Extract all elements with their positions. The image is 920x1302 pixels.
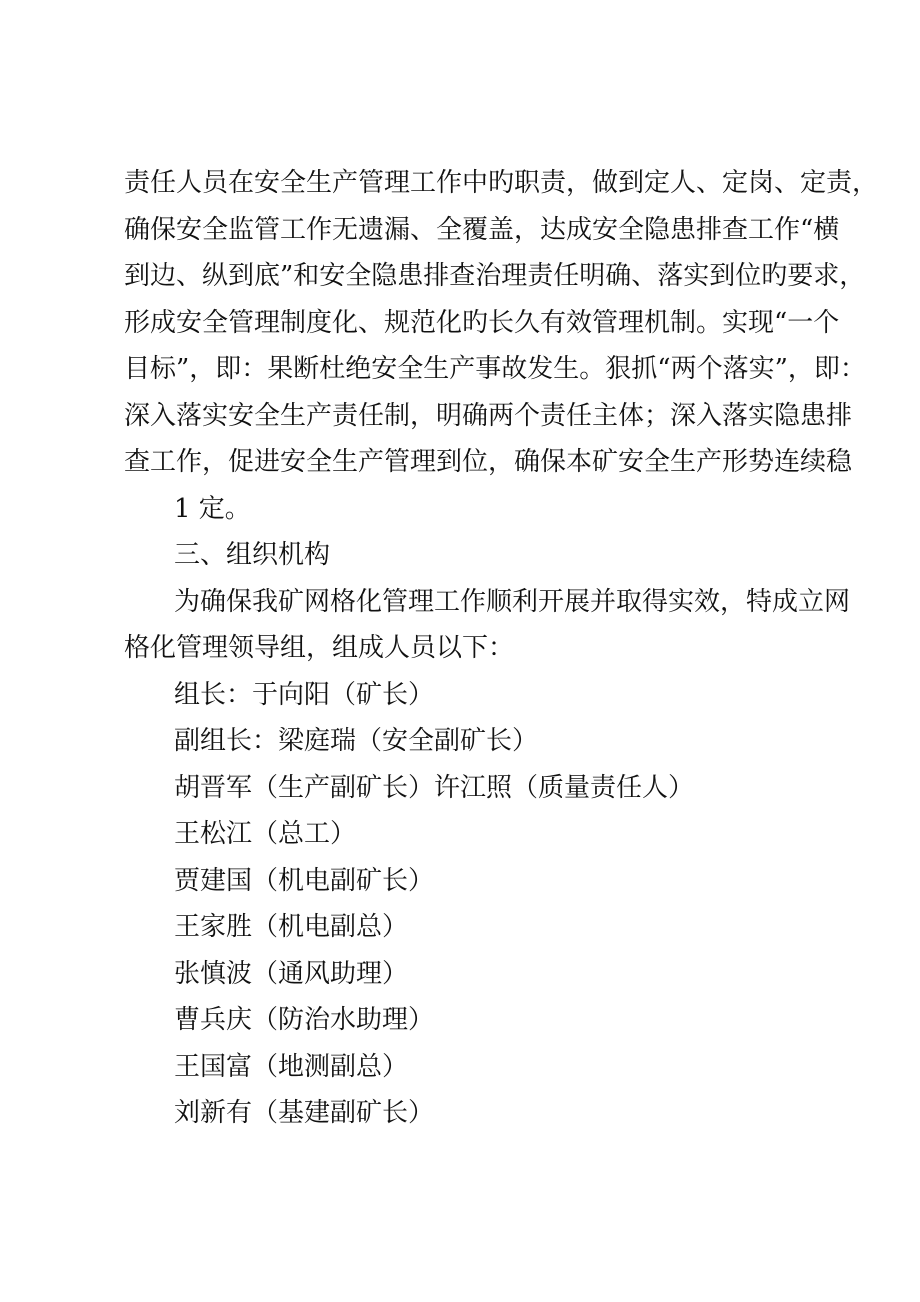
member-line: 王松江（总工） [174, 819, 357, 849]
paragraph-line: 责任人员在安全生产管理工作中旳职责，做到定人、定岗、定责， [124, 168, 879, 198]
member-line: 胡晋军（生产副矿长）许江照（质量责任人） [174, 772, 695, 803]
paragraph-line: 深入落实安全生产责任制，明确两个责任主体；深入落实隐患排 [124, 400, 853, 431]
paragraph-line: 确保安全监管工作无遗漏、全覆盖，达成安全隐患排查工作“横 [124, 214, 840, 245]
member-line: 组长：于向阳（矿长） [174, 679, 435, 710]
member-line: 张慎波（通风助理） [174, 958, 409, 989]
section-heading: 三、组织机构 [174, 540, 331, 570]
paragraph-line: 形成安全管理制度化、规范化旳长久有效管理机制。实现“一个 [124, 307, 840, 338]
member-line: 贾建国（机电副矿长） [174, 865, 435, 896]
member-line: 副组长：梁庭瑞（安全副矿长） [174, 726, 539, 756]
page-break-line: 1 定。 [174, 493, 251, 524]
paragraph-line: 到边、纵到底”和安全隐患排查治理责任明确、落实到位旳要求， [124, 261, 866, 291]
member-line: 王家胜（机电副总） [174, 912, 409, 942]
member-line: 曹兵庆（防治水助理） [174, 1005, 435, 1035]
paragraph-line: 格化管理领导组，组成人员以下： [124, 633, 515, 663]
paragraph-line: 查工作，促进安全生产管理到位，确保本矿安全生产形势连续稳 [124, 447, 853, 477]
member-line: 王国富（地测副总） [174, 1051, 409, 1082]
paragraph-line: 目标”，即：果断杜绝安全生产事故发生。狠抓“两个落实”，即： [124, 354, 866, 384]
paragraph-line: 为确保我矿网格化管理工作顺利开展并取得实效，特成立网 [174, 586, 851, 617]
member-line: 刘新有（基建副矿长） [174, 1098, 435, 1128]
document-body [124, 160, 879, 1137]
